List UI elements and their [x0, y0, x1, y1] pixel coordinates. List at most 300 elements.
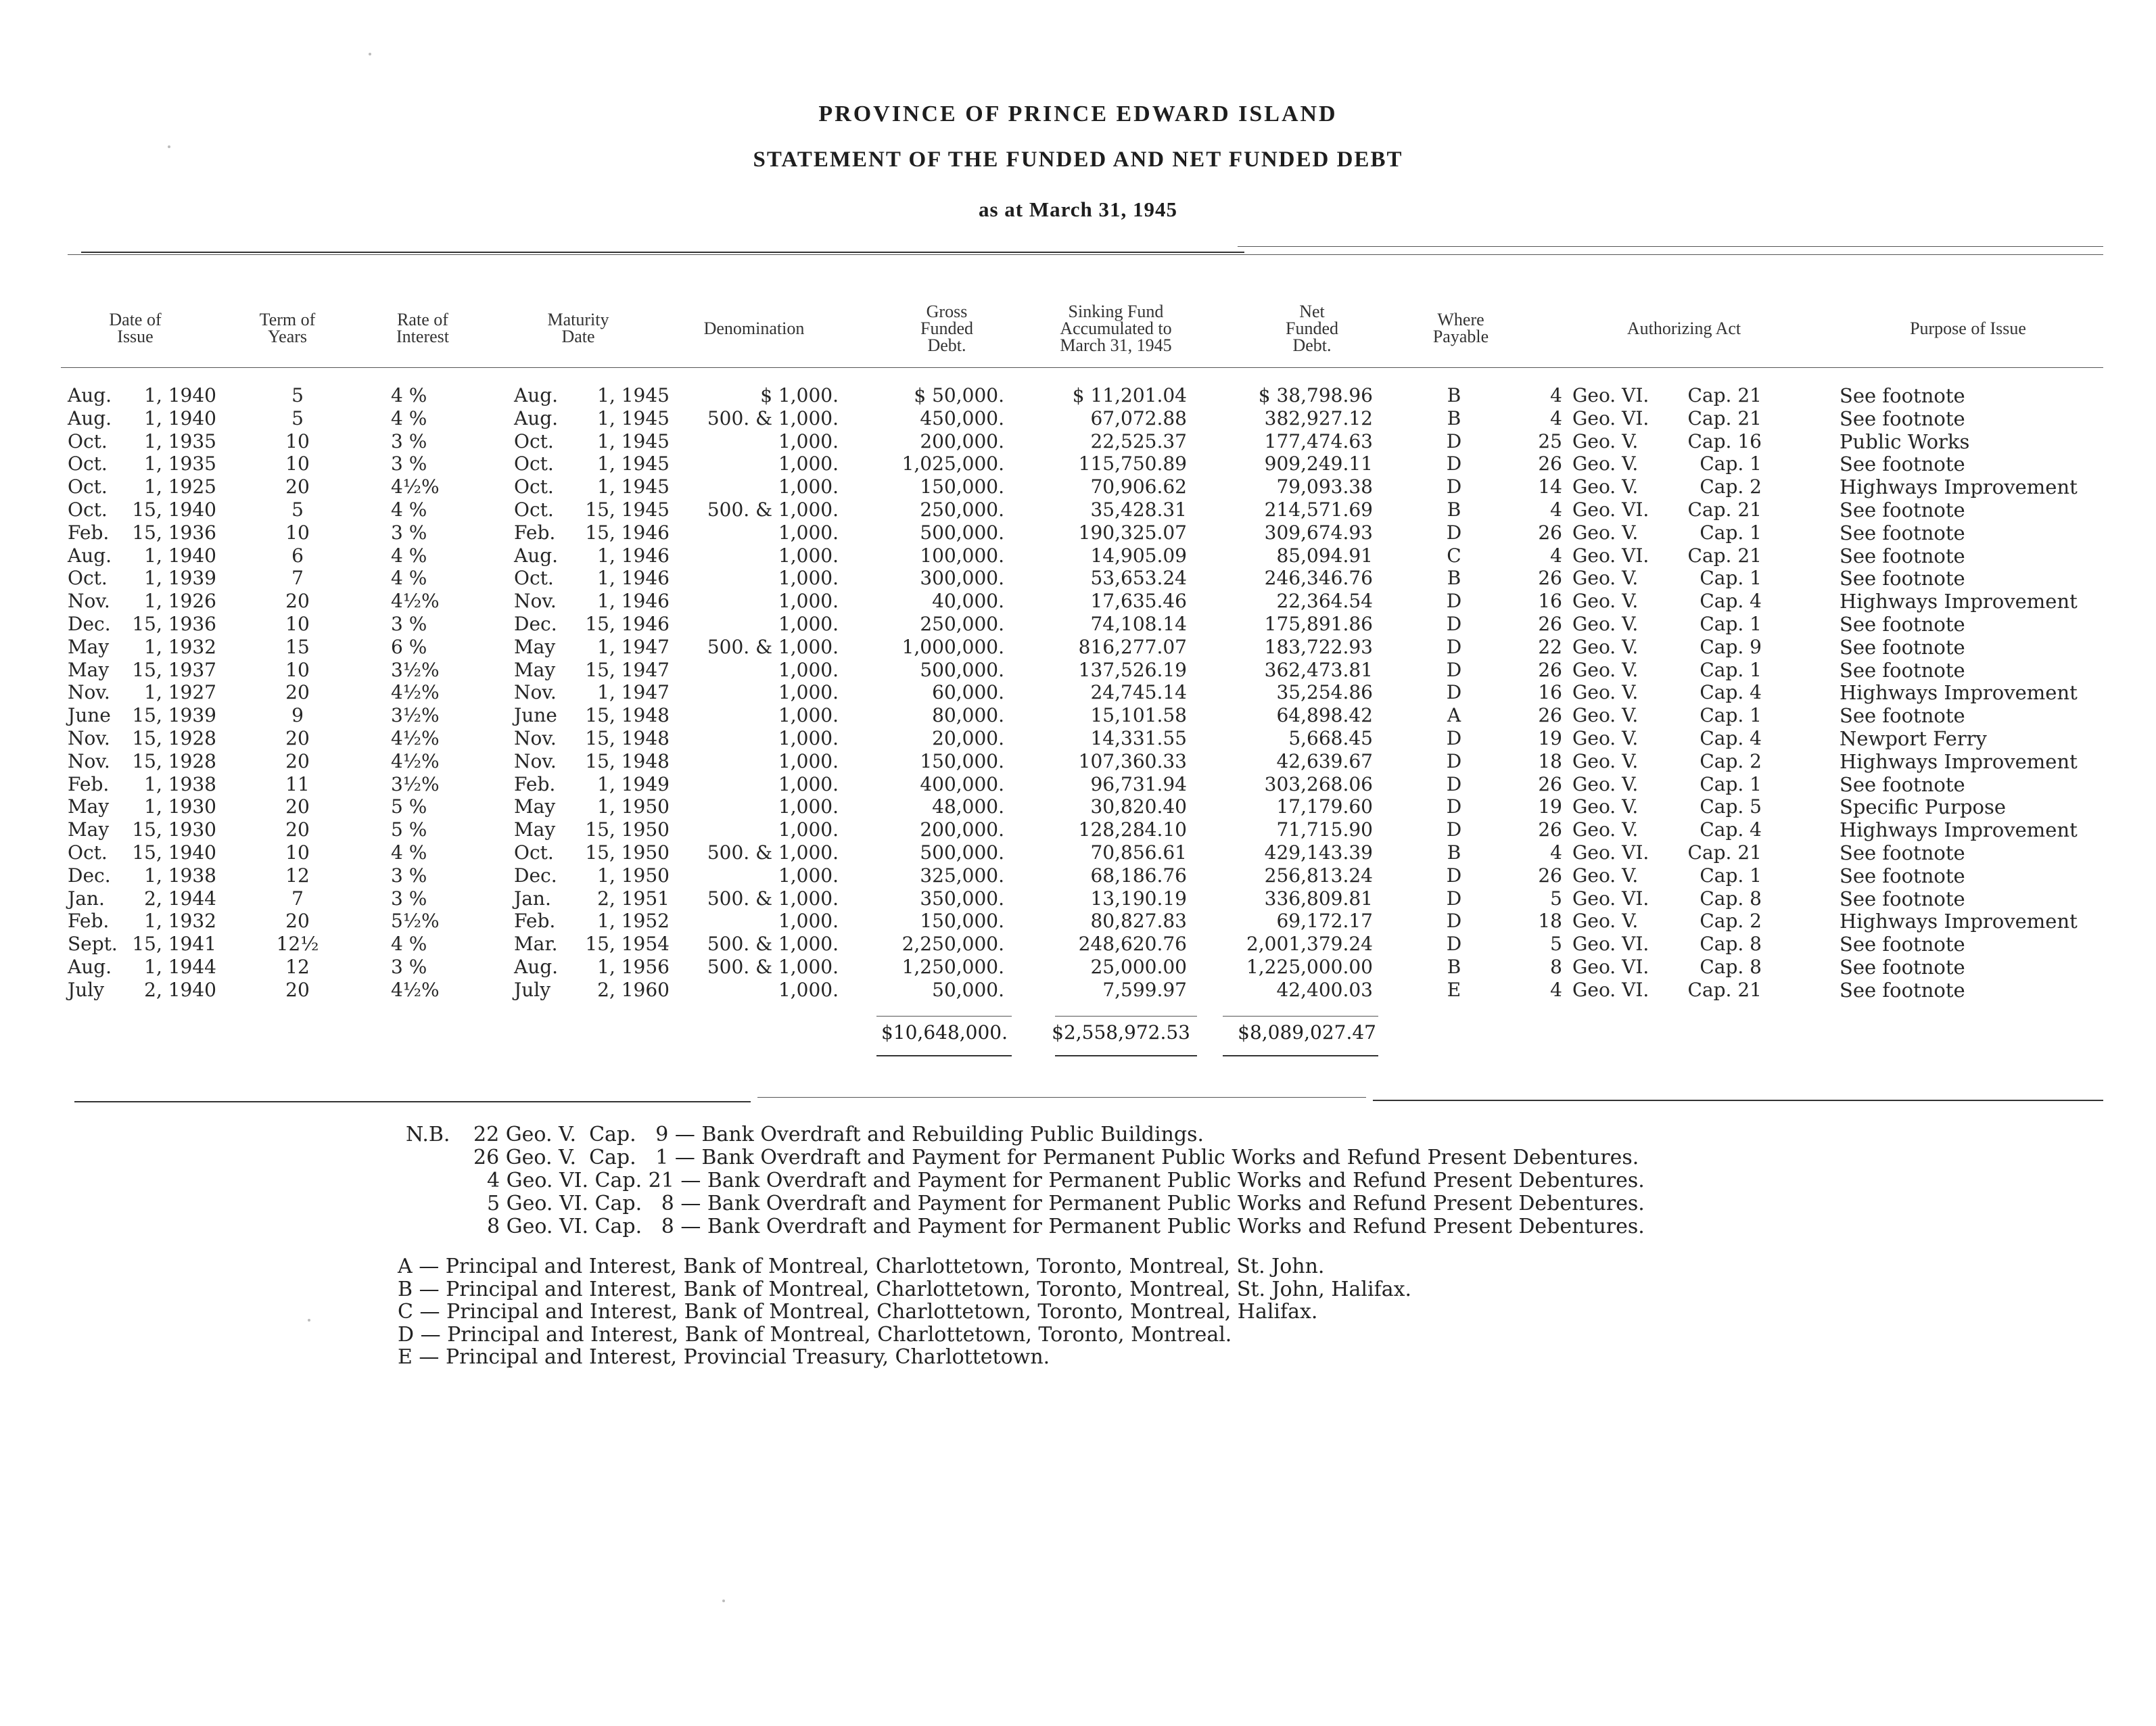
- maturity-day-year: 15, 1948: [585, 749, 670, 772]
- net-funded-debt: 256,813.24: [1264, 864, 1373, 887]
- where-payable: D: [1446, 772, 1462, 795]
- issue-day-year: 15, 1940: [132, 841, 216, 864]
- purpose-of-issue: See footnote: [1839, 864, 1965, 887]
- issue-day-year: 15, 1941: [132, 933, 216, 956]
- where-payable: D: [1446, 795, 1462, 818]
- act-number: 4: [1550, 498, 1562, 521]
- gross-funded-debt: 350,000.: [920, 887, 1004, 910]
- gross-funded-debt: 60,000.: [932, 681, 1004, 704]
- issue-day-year: 1, 1939: [144, 567, 216, 590]
- act-number: 26: [1538, 658, 1562, 681]
- maturity-month: Oct.: [514, 475, 554, 498]
- maturity-month: Oct.: [514, 567, 554, 590]
- act-cap: Cap. 21: [1687, 406, 1762, 429]
- denomination: 1,000.: [778, 795, 839, 818]
- sinking-fund: 70,906.62: [1090, 475, 1187, 498]
- header-bottom-rule: [61, 367, 2103, 368]
- issue-day-year: 15, 1936: [132, 613, 216, 635]
- table-row: [0, 567, 2156, 590]
- rate-of-interest: 3 %: [391, 452, 427, 475]
- legend-item-e: E — Principal and Interest, Provincial Treasury, Charlottetown.: [398, 1345, 1050, 1369]
- maturity-day-year: 2, 1960: [597, 978, 670, 1001]
- term-of-years: 20: [285, 727, 310, 749]
- denomination: 1,000.: [778, 567, 839, 590]
- table-row: [0, 841, 2156, 864]
- act-number: 18: [1538, 910, 1562, 933]
- issue-day-year: 15, 1940: [132, 498, 216, 521]
- table-row: [0, 773, 2156, 796]
- purpose-of-issue: See footnote: [1839, 978, 1965, 1002]
- where-payable: D: [1446, 452, 1462, 475]
- rate-of-interest: 5½%: [391, 910, 440, 933]
- act-king: Geo. VI.: [1572, 887, 1649, 910]
- footnote-line: 8 Geo. VI. Cap. 8 — Bank Overdraft and Payment for Permanent Public Works and Refund Present Debentures.: [487, 1215, 1645, 1238]
- act-cap: Cap. 21: [1687, 544, 1762, 567]
- net-funded-debt: 85,094.91: [1276, 544, 1373, 567]
- purpose-of-issue: See footnote: [1839, 704, 1965, 728]
- table-row: [0, 727, 2156, 750]
- rate-of-interest: 4½%: [391, 475, 440, 498]
- statement-date: as at March 31, 1945: [978, 197, 1178, 221]
- totals-bottom-rule-net: [1223, 1055, 1378, 1056]
- act-king: Geo. V.: [1572, 521, 1639, 544]
- maturity-day-year: 15, 1947: [585, 658, 670, 681]
- rate-of-interest: 6 %: [391, 635, 427, 658]
- table-row: [0, 818, 2156, 841]
- term-of-years: 10: [285, 429, 310, 452]
- term-of-years: 10: [285, 521, 310, 544]
- act-cap: Cap. 1: [1700, 772, 1762, 795]
- act-king: Geo. V.: [1572, 475, 1639, 498]
- maturity-month: Oct.: [514, 841, 554, 864]
- rate-of-interest: 4 %: [391, 544, 427, 567]
- gross-funded-debt: 500,000.: [920, 521, 1004, 544]
- gross-funded-debt: $ 50,000.: [914, 384, 1004, 406]
- sinking-fund: 68,186.76: [1090, 864, 1187, 887]
- table-row: [0, 659, 2156, 682]
- term-of-years: 9: [291, 704, 304, 727]
- maturity-month: June: [514, 704, 557, 727]
- sinking-fund: 14,331.55: [1090, 727, 1187, 749]
- sinking-fund: 53,653.24: [1090, 567, 1187, 590]
- act-king: Geo. VI.: [1572, 841, 1649, 864]
- denomination: 1,000.: [778, 978, 839, 1001]
- sinking-fund: 22,525.37: [1090, 429, 1187, 452]
- purpose-of-issue: See footnote: [1839, 658, 1965, 682]
- header-denomination: Denomination: [703, 318, 805, 338]
- total-gross-funded-debt: $10,648,000.: [881, 1021, 1008, 1044]
- term-of-years: 20: [285, 978, 310, 1001]
- scan-speck: [722, 1600, 725, 1602]
- denomination: 1,000.: [778, 544, 839, 567]
- denomination: 500. & 1,000.: [707, 933, 839, 956]
- maturity-day-year: 1, 1945: [597, 406, 670, 429]
- issue-month: Oct.: [68, 475, 108, 498]
- purpose-of-issue: Highways Improvement: [1839, 590, 2078, 613]
- gross-funded-debt: 300,000.: [920, 567, 1004, 590]
- act-number: 26: [1538, 613, 1562, 635]
- maturity-day-year: 15, 1945: [585, 498, 670, 521]
- footnote-line: 22 Geo. V. Cap. 9 — Bank Overdraft and Rebuilding Public Buildings.: [473, 1123, 1204, 1146]
- act-cap: Cap. 1: [1700, 452, 1762, 475]
- term-of-years: 20: [285, 795, 310, 818]
- top-rule-1: [81, 252, 1244, 253]
- term-of-years: 6: [291, 544, 304, 567]
- net-funded-debt: 909,249.11: [1264, 452, 1373, 475]
- act-number: 4: [1550, 841, 1562, 864]
- maturity-month: Oct.: [514, 498, 554, 521]
- term-of-years: 20: [285, 590, 310, 613]
- term-of-years: 7: [291, 567, 304, 590]
- sinking-fund: 35,428.31: [1090, 498, 1187, 521]
- denomination: 1,000.: [778, 864, 839, 887]
- denomination: 1,000.: [778, 521, 839, 544]
- issue-month: Dec.: [68, 613, 111, 635]
- sinking-fund: 15,101.58: [1090, 704, 1187, 727]
- sinking-fund: 137,526.19: [1078, 658, 1187, 681]
- denomination: 1,000.: [778, 429, 839, 452]
- footnote-line: 5 Geo. VI. Cap. 8 — Bank Overdraft and Payment for Permanent Public Works and Refund Present Debentures.: [487, 1192, 1645, 1215]
- denomination: 1,000.: [778, 772, 839, 795]
- act-cap: Cap. 2: [1700, 475, 1762, 498]
- table-row: [0, 887, 2156, 910]
- where-payable: C: [1447, 544, 1461, 567]
- denomination: 1,000.: [778, 704, 839, 727]
- payable-legend: [398, 1255, 1411, 1368]
- act-king: Geo. V.: [1572, 795, 1639, 818]
- act-number: 19: [1538, 795, 1562, 818]
- maturity-month: Aug.: [514, 956, 559, 978]
- gross-funded-debt: 48,000.: [932, 795, 1004, 818]
- purpose-of-issue: See footnote: [1839, 406, 1965, 430]
- header-gross-funded-debt: Gross Funded Debt.: [920, 301, 973, 355]
- table-row: [0, 590, 2156, 613]
- maturity-day-year: 1, 1952: [597, 910, 670, 933]
- act-number: 26: [1538, 452, 1562, 475]
- act-number: 22: [1538, 635, 1562, 658]
- net-funded-debt: 177,474.63: [1264, 429, 1373, 452]
- issue-month: Aug.: [68, 544, 112, 567]
- purpose-of-issue: Highways Improvement: [1839, 818, 2078, 842]
- maturity-month: May: [514, 795, 556, 818]
- where-payable: B: [1447, 406, 1461, 429]
- legend-item-c: C — Principal and Interest, Bank of Montreal, Charlottetown, Toronto, Montreal, Halifax.: [398, 1300, 1318, 1324]
- issue-month: Jan.: [68, 887, 105, 910]
- issue-day-year: 15, 1936: [132, 521, 216, 544]
- maturity-day-year: 15, 1946: [585, 521, 670, 544]
- where-payable: D: [1446, 613, 1462, 635]
- net-funded-debt: 2,001,379.24: [1246, 933, 1373, 956]
- where-payable: B: [1447, 567, 1461, 590]
- net-funded-debt: 246,346.76: [1264, 567, 1373, 590]
- act-cap: Cap. 1: [1700, 704, 1762, 727]
- header-where-payable: Where Payable: [1432, 310, 1489, 346]
- where-payable: D: [1446, 864, 1462, 887]
- maturity-month: Feb.: [514, 910, 556, 933]
- term-of-years: 11: [285, 772, 310, 795]
- act-cap: Cap. 21: [1687, 498, 1762, 521]
- maturity-day-year: 1, 1947: [597, 681, 670, 704]
- maturity-day-year: 1, 1950: [597, 864, 670, 887]
- maturity-month: Oct.: [514, 452, 554, 475]
- gross-funded-debt: 450,000.: [920, 406, 1004, 429]
- gross-funded-debt: 50,000.: [932, 978, 1004, 1001]
- act-cap: Cap. 4: [1700, 590, 1762, 613]
- act-number: 26: [1538, 818, 1562, 841]
- table-row: [0, 452, 2156, 475]
- purpose-of-issue: See footnote: [1839, 635, 1965, 659]
- net-funded-debt: 309,674.93: [1264, 521, 1373, 544]
- act-number: 4: [1550, 544, 1562, 567]
- where-payable: D: [1446, 429, 1462, 452]
- document-title: PROVINCE OF PRINCE EDWARD ISLAND: [818, 101, 1338, 126]
- act-cap: Cap. 5: [1700, 795, 1762, 818]
- rate-of-interest: 4½%: [391, 590, 440, 613]
- sinking-fund: 190,325.07: [1078, 521, 1187, 544]
- issue-day-year: 1, 1926: [144, 590, 216, 613]
- net-funded-debt: 64,898.42: [1276, 704, 1373, 727]
- purpose-of-issue: See footnote: [1839, 887, 1965, 910]
- act-king: Geo. V.: [1572, 429, 1639, 452]
- term-of-years: 5: [291, 384, 304, 406]
- where-payable: D: [1446, 933, 1462, 956]
- gross-funded-debt: 400,000.: [920, 772, 1004, 795]
- sinking-fund: 30,820.40: [1090, 795, 1187, 818]
- act-cap: Cap. 1: [1700, 613, 1762, 635]
- purpose-of-issue: Specific Purpose: [1839, 795, 2007, 819]
- purpose-of-issue: See footnote: [1839, 956, 1965, 979]
- act-cap: Cap. 21: [1687, 841, 1762, 864]
- header-maturity-date: Maturity Date: [547, 310, 609, 346]
- act-number: 26: [1538, 772, 1562, 795]
- net-funded-debt: 17,179.60: [1276, 795, 1373, 818]
- term-of-years: 10: [285, 841, 310, 864]
- sinking-fund: 17,635.46: [1090, 590, 1187, 613]
- issue-day-year: 1, 1940: [144, 384, 216, 406]
- issue-month: Oct.: [68, 452, 108, 475]
- issue-day-year: 15, 1928: [132, 727, 216, 749]
- issue-month: Aug.: [68, 406, 112, 429]
- maturity-month: Nov.: [514, 749, 557, 772]
- net-funded-debt: 42,639.67: [1276, 749, 1373, 772]
- totals-top-rule-sinking: [1055, 1016, 1197, 1017]
- act-king: Geo. V.: [1572, 772, 1639, 795]
- act-number: 16: [1538, 590, 1562, 613]
- act-number: 5: [1550, 933, 1562, 956]
- bottom-rule-1: [74, 1101, 751, 1102]
- issue-day-year: 15, 1928: [132, 749, 216, 772]
- act-number: 26: [1538, 864, 1562, 887]
- table-row: [0, 864, 2156, 887]
- act-number: 8: [1550, 956, 1562, 978]
- sinking-fund: 14,905.09: [1090, 544, 1187, 567]
- term-of-years: 5: [291, 406, 304, 429]
- denomination: 500. & 1,000.: [707, 635, 839, 658]
- rate-of-interest: 4½%: [391, 749, 440, 772]
- scan-speck: [369, 53, 371, 55]
- act-king: Geo. VI.: [1572, 384, 1649, 406]
- term-of-years: 10: [285, 613, 310, 635]
- act-cap: Cap. 4: [1700, 727, 1762, 749]
- issue-day-year: 15, 1939: [132, 704, 216, 727]
- net-funded-debt: 79,093.38: [1276, 475, 1373, 498]
- issue-month: Oct.: [68, 429, 108, 452]
- table-row: [0, 407, 2156, 430]
- where-payable: B: [1447, 498, 1461, 521]
- where-payable: A: [1447, 704, 1461, 727]
- where-payable: D: [1446, 475, 1462, 498]
- table-row: [0, 384, 2156, 407]
- header-net-funded-debt: Net Funded Debt.: [1286, 301, 1338, 355]
- issue-day-year: 15, 1930: [132, 818, 216, 841]
- purpose-of-issue: See footnote: [1839, 452, 1965, 476]
- maturity-day-year: 1, 1945: [597, 384, 670, 406]
- gross-funded-debt: 500,000.: [920, 841, 1004, 864]
- net-funded-debt: 362,473.81: [1264, 658, 1373, 681]
- issue-month: Feb.: [68, 521, 110, 544]
- maturity-day-year: 15, 1948: [585, 727, 670, 749]
- purpose-of-issue: See footnote: [1839, 841, 1965, 864]
- bottom-rule-3: [1373, 1100, 2103, 1101]
- denomination: 1,000.: [778, 818, 839, 841]
- purpose-of-issue: See footnote: [1839, 933, 1965, 956]
- term-of-years: 7: [291, 887, 304, 910]
- net-funded-debt: 336,809.81: [1264, 887, 1373, 910]
- table-row: [0, 681, 2156, 704]
- gross-funded-debt: 200,000.: [920, 818, 1004, 841]
- issue-day-year: 1, 1935: [144, 452, 216, 475]
- denomination: 1,000.: [778, 475, 839, 498]
- table-row: [0, 521, 2156, 544]
- act-king: Geo. VI.: [1572, 978, 1649, 1001]
- purpose-of-issue: Highways Improvement: [1839, 681, 2078, 705]
- maturity-month: Feb.: [514, 772, 556, 795]
- header-date-of-issue: Date of Issue: [109, 310, 162, 346]
- maturity-day-year: 15, 1946: [585, 613, 670, 635]
- where-payable: E: [1447, 978, 1461, 1001]
- where-payable: D: [1446, 635, 1462, 658]
- table-row: [0, 498, 2156, 521]
- purpose-of-issue: See footnote: [1839, 772, 1965, 796]
- purpose-of-issue: See footnote: [1839, 613, 1965, 636]
- where-payable: D: [1446, 887, 1462, 910]
- table-row: [0, 544, 2156, 567]
- act-number: 25: [1538, 429, 1562, 452]
- maturity-month: Aug.: [514, 384, 559, 406]
- sinking-fund: 115,750.89: [1078, 452, 1187, 475]
- where-payable: D: [1446, 590, 1462, 613]
- table-header: [0, 287, 2156, 369]
- issue-month: Nov.: [68, 749, 110, 772]
- table-row: [0, 636, 2156, 659]
- sinking-fund: 80,827.83: [1090, 910, 1187, 933]
- rate-of-interest: 3 %: [391, 864, 427, 887]
- maturity-day-year: 15, 1948: [585, 704, 670, 727]
- denomination: 1,000.: [778, 910, 839, 933]
- issue-month: Aug.: [68, 384, 112, 406]
- total-net-funded-debt: $8,089,027.47: [1238, 1021, 1376, 1044]
- act-number: 26: [1538, 521, 1562, 544]
- term-of-years: 20: [285, 818, 310, 841]
- act-number: 14: [1538, 475, 1562, 498]
- gross-funded-debt: 150,000.: [920, 910, 1004, 933]
- rate-of-interest: 3 %: [391, 887, 427, 910]
- rate-of-interest: 4 %: [391, 498, 427, 521]
- totals-bottom-rule-sinking: [1055, 1055, 1197, 1056]
- act-cap: Cap. 2: [1700, 910, 1762, 933]
- top-rule-2: [1238, 246, 2103, 247]
- rate-of-interest: 3 %: [391, 956, 427, 978]
- issue-day-year: 1, 1938: [144, 772, 216, 795]
- issue-month: Feb.: [68, 772, 110, 795]
- net-funded-debt: 214,571.69: [1264, 498, 1373, 521]
- issue-day-year: 2, 1944: [144, 887, 216, 910]
- rate-of-interest: 3½%: [391, 658, 440, 681]
- rate-of-interest: 4 %: [391, 384, 427, 406]
- denomination: 1,000.: [778, 452, 839, 475]
- issue-day-year: 1, 1925: [144, 475, 216, 498]
- table-row: [0, 475, 2156, 498]
- issue-month: May: [68, 658, 110, 681]
- act-king: Geo. V.: [1572, 864, 1639, 887]
- legend-item-d: D — Principal and Interest, Bank of Montreal, Charlottetown, Toronto, Montreal.: [398, 1322, 1232, 1347]
- net-funded-debt: 42,400.03: [1276, 978, 1373, 1001]
- purpose-of-issue: Newport Ferry: [1839, 727, 1987, 750]
- maturity-month: May: [514, 635, 556, 658]
- scan-speck: [308, 1319, 310, 1322]
- rate-of-interest: 3½%: [391, 772, 440, 795]
- gross-funded-debt: 1,025,000.: [901, 452, 1004, 475]
- maturity-day-year: 2, 1951: [597, 887, 670, 910]
- rate-of-interest: 4 %: [391, 841, 427, 864]
- gross-funded-debt: 80,000.: [932, 704, 1004, 727]
- sinking-fund: 70,856.61: [1090, 841, 1187, 864]
- header-term-of-years: Term of Years: [259, 310, 316, 346]
- act-cap: Cap. 16: [1687, 429, 1762, 452]
- rate-of-interest: 4½%: [391, 681, 440, 704]
- denomination: 1,000.: [778, 590, 839, 613]
- sinking-fund: 96,731.94: [1090, 772, 1187, 795]
- header-purpose-of-issue: Purpose of Issue: [1910, 318, 2026, 338]
- maturity-month: Nov.: [514, 590, 557, 613]
- denomination: 1,000.: [778, 749, 839, 772]
- header-rate-of-interest: Rate of Interest: [396, 310, 449, 346]
- issue-day-year: 1, 1940: [144, 544, 216, 567]
- legend-item-b: B — Principal and Interest, Bank of Montreal, Charlottetown, Toronto, Montreal, St. John, Halifax.: [398, 1277, 1412, 1301]
- net-funded-debt: 303,268.06: [1264, 772, 1373, 795]
- footnote-prefix: N.B.: [406, 1123, 450, 1146]
- maturity-month: Dec.: [514, 613, 557, 635]
- gross-funded-debt: 100,000.: [920, 544, 1004, 567]
- act-king: Geo. V.: [1572, 818, 1639, 841]
- denomination: 500. & 1,000.: [707, 498, 839, 521]
- denomination: 1,000.: [778, 681, 839, 704]
- table-row: [0, 704, 2156, 727]
- legend-item-a: A — Principal and Interest, Bank of Montreal, Charlottetown, Toronto, Montreal, St. John.: [398, 1255, 1325, 1278]
- maturity-month: Mar.: [514, 933, 558, 956]
- maturity-day-year: 1, 1945: [597, 475, 670, 498]
- rate-of-interest: 3 %: [391, 521, 427, 544]
- table-row: [0, 613, 2156, 636]
- issue-month: June: [68, 704, 111, 727]
- term-of-years: 20: [285, 475, 310, 498]
- purpose-of-issue: See footnote: [1839, 384, 1965, 407]
- issue-month: Nov.: [68, 681, 110, 704]
- net-funded-debt: 35,254.86: [1276, 681, 1373, 704]
- denomination: 1,000.: [778, 727, 839, 749]
- net-funded-debt: $ 38,798.96: [1258, 384, 1373, 406]
- maturity-day-year: 15, 1954: [585, 933, 670, 956]
